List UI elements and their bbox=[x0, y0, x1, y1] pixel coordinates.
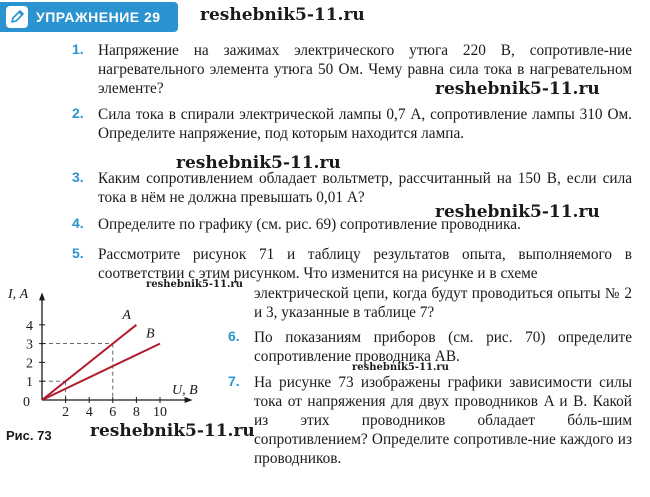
x-tick-label: 10 bbox=[153, 405, 167, 420]
watermark: reshebnik5-11.ru bbox=[146, 279, 243, 290]
x-tick-label: 8 bbox=[132, 405, 140, 420]
exercise-text: На рисунке 73 изображены графики зависимости силы тока от напряжения для двух проводников A и B. Какой из этих проводников обладает бóль-шим сопротивлением? Определите сопротивле-ние каждого из проводников. bbox=[254, 374, 632, 467]
watermark: reshebnik5-11.ru bbox=[435, 202, 600, 222]
series-label-A: A bbox=[122, 307, 131, 323]
y-tick-label: 1 bbox=[26, 375, 33, 391]
watermark: reshebnik5-11.ru bbox=[90, 421, 255, 441]
exercise-7 bbox=[228, 373, 632, 468]
exercise-number: 3. bbox=[72, 169, 84, 185]
exercise-number: 6. bbox=[228, 328, 240, 344]
figure-73-chart bbox=[0, 278, 225, 428]
y-tick-label: 3 bbox=[26, 337, 33, 353]
y-tick-label: 2 bbox=[26, 356, 33, 372]
watermark: reshebnik5-11.ru bbox=[435, 79, 600, 99]
watermark: reshebnik5-11.ru bbox=[176, 153, 341, 173]
exercise-text: Рассмотрите рисунок 71 и таблицу результатов опыта, выполняемого в соответствии с этим рисунком. Что изменится на рисунке и в схеме bbox=[98, 246, 632, 282]
y-axis-label: I, А bbox=[8, 287, 29, 302]
watermark: reshebnik5-11.ru bbox=[200, 5, 365, 25]
series-label-B: B bbox=[146, 326, 155, 342]
exercise-text: По показаниям приборов (см. рис. 70) определите сопротивление проводника AB. bbox=[254, 329, 632, 365]
x-tick-label: 2 bbox=[62, 405, 70, 420]
exercise-number: 2. bbox=[72, 105, 84, 121]
exercise-number: 5. bbox=[72, 245, 84, 261]
origin-label: 0 bbox=[23, 395, 30, 410]
exercise-number: 1. bbox=[72, 41, 84, 57]
exercise-text: Определите по графику (см. рис. 69) сопротивление проводника. bbox=[98, 216, 521, 233]
exercise-text: Напряжение на зажимах электрического утюга 220 В, сопротивле-ние нагревательного элемента утюга 50 Ом. Чему равна сила тока в нагревательном элементе? bbox=[98, 42, 632, 97]
x-tick-label: 6 bbox=[109, 405, 117, 420]
y-axis-arrow bbox=[39, 292, 45, 300]
exercise-1 bbox=[72, 41, 632, 98]
exercise-text: электрической цепи, когда будут проводиться опыты № 2 и 3, указанные в таблице 7? bbox=[254, 285, 632, 321]
exercise-4 bbox=[72, 215, 632, 234]
exercise-number: 4. bbox=[72, 215, 84, 231]
exercise-2 bbox=[72, 105, 632, 143]
exercise-6 bbox=[228, 328, 632, 366]
exercise-text: Сила тока в спирали электрической лампы 0,7 А, сопротивление лампы 310 Ом. Определите напряжение, под которым находится лампа. bbox=[98, 106, 632, 142]
exercise-3 bbox=[72, 169, 632, 207]
exercise-number: 7. bbox=[228, 373, 240, 389]
exercise-title: УПРАЖНЕНИЕ 29 bbox=[36, 9, 161, 25]
exercise-header bbox=[0, 2, 178, 32]
watermark: reshebnik5-11.ru bbox=[352, 362, 449, 373]
y-tick-label: 4 bbox=[26, 318, 33, 334]
figure-caption: Рис. 73 bbox=[6, 428, 52, 443]
exercise-5-continued bbox=[228, 284, 632, 322]
exercise-text: Каким сопротивлением обладает вольтметр, рассчитанный на 150 В, если сила тока в нём не должна превышать 0,01 А? bbox=[98, 170, 632, 206]
pencil-icon bbox=[6, 6, 28, 28]
x-tick-label: 4 bbox=[85, 405, 93, 420]
x-axis-label: U, В bbox=[172, 383, 198, 398]
